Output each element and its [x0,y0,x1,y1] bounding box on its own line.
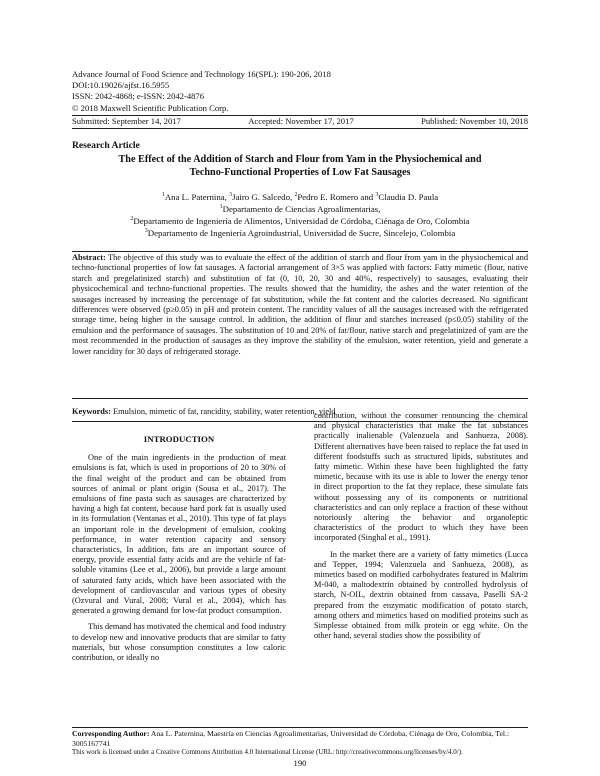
published-date: Published: November 10, 2018 [421,116,528,126]
header-rule-bottom [72,128,528,129]
corresponding-author-label: Corresponding Author: [72,729,150,738]
corresponding-author [72,729,528,748]
keywords-label: Keywords: [72,407,111,416]
author-sup: 1 [161,192,165,199]
affiliation-sup: 3 [144,228,148,235]
page-number: 190 [293,758,307,768]
affiliation-text: Departamento de Ingeniería Agroindustrial, Universidad de Sucre, Sincelejo, Colombia [147,228,456,238]
right-column [314,411,528,647]
abstract [72,253,528,357]
author-block [72,191,528,239]
affiliation-text: Departamento de Ingeniería de Alimentos, Universidad de Córdoba, Ciénaga de Oro, Colombia [133,216,470,226]
journal-info [72,69,532,114]
footer [72,729,528,758]
abstract-text: The objective of this study was to evaluate the effect of the addition of starch and flour from yam in the physiochemical and techno-functional properties of low fat sausages. A factorial arrangement of 3×5 was applied with factors: Fatty mimetic (flour, native starch and pregelatinized starch) and substitution of fat (0, 10, 20, 30 and 40%, respectively) to sausages, evaluating their physicochemical and techno-functional properties. The results showed that the humidity, the ashes and the water retention of the sausages increased by increasing the percentage of fat substitution, while the fat content and the calories decreased. No significant differences were observed (p≥0.05) in pH and protein content. The rancidity values of all the sausages increased with the refrigerated storage time, being higher in the sausage control. In addition, the addition of flour and starches increased (p≤0.05) stability of the emulsion and the performance of sausages. The substitution of 10 and 20% of fat/flour, native starch and pregelatinized of yam are the most recommended in the production of sausages as they improve the stability of the emulsion, water retention, yield and generate a lower rancidity for 30 days of refrigerated storage. [72,253,528,356]
author-name: Pedro E. Romero and [297,192,376,202]
corresponding-author-text: Ana L. Paternina, Maestría en Ciencias Agroalimentarias, Universidad de Córdoba, Ciénaga de Oro, Colombia, Tel.: 3005167741 [72,729,510,748]
journal-issn: ISSN: 2042-4868; e-ISSN: 2042-4876 [72,91,205,102]
title-line-2: Techno-Functional Properties of Low Fat Sausages [189,167,411,178]
author-sup: 2 [294,192,298,199]
publication-dates [72,116,528,126]
license-text: This work is licensed under a Creative Commons Attribution 4.0 International License (URL: http://creativecommons.org/licenses/by/4.0/). [72,748,463,757]
author-name: Ana L. Paternina, [164,192,230,202]
paper-title [72,153,528,179]
affiliation-sup: 2 [130,216,134,223]
author-sup: 3 [375,192,379,199]
author-list [72,191,528,203]
journal-citation: Advance Journal of Food Science and Technology 16(SPL): 190-206, 2018 [72,69,331,79]
accepted-date: Accepted: November 17, 2017 [248,116,354,126]
section-heading: INTRODUCTION [143,434,215,444]
journal-doi: DOI:10.19026/ajfst.16.5955 [72,80,170,91]
affiliation-sup: 1 [219,204,223,211]
footer-rule [72,727,528,728]
abstract-rule-top [72,251,528,252]
article-type: Research Article [72,140,140,151]
author-sup: 3 [229,192,233,199]
affiliation-2 [72,215,528,227]
paragraph: This demand has motivated the chemical and food industry to develop new and innovative products that are similar to fatty materials, but whose consumption constitutes a low caloric contribution, or ideally no [72,622,286,663]
paragraph: contribution, without the consumer renouncing the chemical and physical characteristics that make the fat substances practically inalienable (Valenzuela and Sanhueza, 2008). Different alternatives have been raised to replace the fat used in different foodstuffs such as structured lipids, substitutes and fatty mimetic. Within these have been highlighted the fatty mimetic, because with its use is able to lower the energy tenor in direct proportion to the fat they replace, these simulate fats without possessing any of its components or nutritional characteristics and can only replace a fraction of these without notoriously altering the behavior and organoleptic characteristics of the product to which they have been incorporated (Singhal et al., 1991). [314,411,528,543]
title-line-1: The Effect of the Addition of Starch and Flour from Yam in the Physiochemical and [118,154,482,165]
author-name: Jairo G. Salcedo, [232,192,295,202]
submitted-date: Submitted: September 14, 2017 [72,116,181,126]
affiliation-3 [72,227,528,239]
paragraph: One of the main ingredients in the production of meat emulsions is fat, which is used in proportions of 20 to 30% of the final weight of the product and can be obtained from sources of animal or plant origin (Sousa et al., 2017). The emulsions of fine pasta such as sausages are characterized by having a high fat content, because hard pork fat is usually used in its formulation (Ventanas et al., 2010). This type of fat plays an important role in the development of emulsion, cooking performance, in water retention capacity and sensory characteristics, In addition, fats are an important source of energy, provide essential fatty acids and are the vehicle of fat-soluble vitamins (Lee et al., 2006), but provide a large amount of saturated fatty acids, which have been associated with the development of cardiovascular and various types of obesity (Ozvural and Vural, 2008; Vural et al., 2004), which has generated a growing demand for low-fat product consumption. [72,453,286,616]
abstract-label: Abstract: [72,253,106,262]
journal-copyright: © 2018 Maxwell Scientific Publication Corp. [72,102,229,113]
left-column [72,434,286,669]
keywords-text: Emulsion, mimetic of fat, rancidity, stability, water retention, yield [113,407,336,416]
author-name: Claudia D. Paula [378,192,439,202]
affiliation-text: Departamento de Ciencias Agroalimentarias, [222,204,381,214]
abstract-rule-bottom [72,398,528,399]
affiliation-1 [72,203,528,215]
paragraph: In the market there are a variety of fatty mimetics (Lucca and Tepper, 1994; Valenzuela and Sanhueza, 2008), as mimetics based on modified carbohydrates featured in Maltrim M-040, a maltodextrin obtained by controlled hydrolysis of starch, N-OIL, dextrin obtained from cassava, Paselli SA-2 prepared from the enzymatic modification of potato starch, among others and mimetics based on modified proteins such as Simplesse obtained from milk protein or egg white. On the other hand, several studies show the possibility of [314,549,528,641]
